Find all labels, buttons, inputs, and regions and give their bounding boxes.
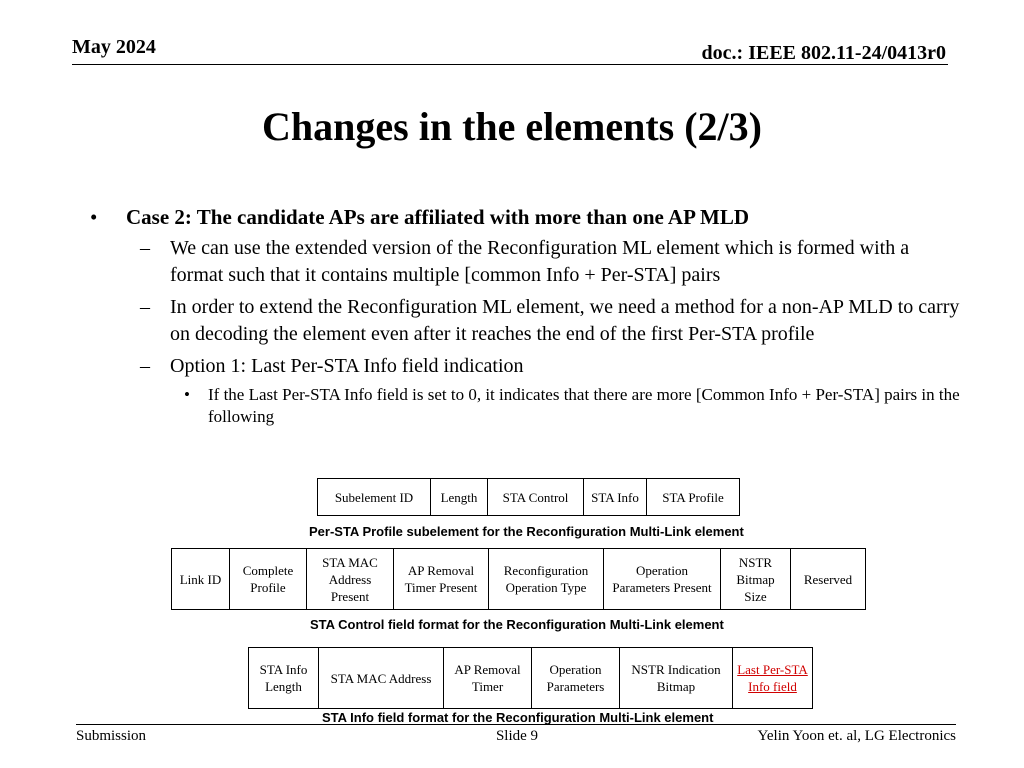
highlighted-field-text: Last Per-STA Info field [737, 662, 808, 694]
sub-bullet-2 [90, 294, 960, 348]
bullet-marker: • [90, 205, 98, 229]
slide-title: Changes in the elements (2/3) [262, 104, 762, 149]
header-doc-id: doc.: IEEE 802.11-24/0413r0 [701, 42, 946, 64]
table-cell: STA MAC Address Present [307, 549, 394, 610]
table-cell: AP Removal Timer [444, 648, 532, 709]
sta-info-table [248, 647, 813, 709]
table-cell: STA Control [488, 479, 584, 516]
bullet-text: Case 2: The candidate APs are affiliated with more than one AP MLD [126, 205, 749, 229]
table-cell: Reconfiguration Operation Type [489, 549, 604, 610]
sub-bullet-text: In order to extend the Reconfiguration ML element, we need a method for a non-AP MLD to carry on decoding the element even after it reaches the end of the first Per-STA profile [170, 296, 960, 345]
dash-marker: – [140, 296, 150, 318]
table-cell: Operation Parameters [532, 648, 620, 709]
header-date: May 2024 [72, 36, 156, 58]
bullet-list [90, 203, 960, 433]
table-cell: STA MAC Address [319, 648, 444, 709]
footer-divider [76, 724, 956, 725]
table-cell: Operation Parameters Present [604, 549, 721, 610]
table-cell: AP Removal Timer Present [394, 549, 489, 610]
table3-caption: STA Info field format for the Reconfiguration Multi-Link element [322, 710, 714, 725]
footer-submission: Submission [76, 728, 147, 744]
table-cell: Reserved [791, 549, 866, 610]
dash-marker: – [140, 237, 150, 259]
sta-control-table [171, 548, 866, 610]
sub-bullet-text: We can use the extended version of the Reconfiguration ML element which is formed with a format such that it contains multiple [common Info + Per-STA] pairs [170, 237, 910, 286]
last-per-sta-info-cell [733, 648, 813, 709]
table-cell: Link ID [172, 549, 230, 610]
sub-sub-bullet-1 [90, 384, 960, 428]
table-cell: NSTR Indication Bitmap [620, 648, 733, 709]
header-divider [72, 64, 948, 65]
sub-bullet-3 [90, 353, 960, 428]
table-row [249, 648, 813, 709]
table-cell: Subelement ID [318, 479, 431, 516]
table2-caption: STA Control field format for the Reconfiguration Multi-Link element [310, 617, 724, 632]
table-cell: STA Profile [647, 479, 740, 516]
table-row [172, 549, 866, 610]
bullet-case2 [90, 203, 960, 231]
dash-marker: – [140, 355, 150, 377]
table-cell: STA Info Length [249, 648, 319, 709]
table-cell: STA Info [584, 479, 647, 516]
per-sta-profile-table [317, 478, 740, 516]
footer-slide-number: Slide 9 [495, 728, 539, 744]
sub-bullet-1 [90, 235, 960, 289]
sub-bullet-text: Option 1: Last Per-STA Info field indication [170, 355, 524, 377]
table-cell: NSTR Bitmap Size [721, 549, 791, 610]
table1-caption: Per-STA Profile subelement for the Reconfiguration Multi-Link element [309, 524, 744, 539]
bullet-marker: • [184, 385, 190, 404]
table-cell: Complete Profile [230, 549, 307, 610]
table-cell: Length [431, 479, 488, 516]
footer-authors: Yelin Yoon et. al, LG Electronics [757, 728, 956, 744]
table-row [318, 479, 740, 516]
sub-sub-bullet-text: If the Last Per-STA Info field is set to 0, it indicates that there are more [Common Info + Per-STA] pairs in the following [208, 385, 960, 426]
